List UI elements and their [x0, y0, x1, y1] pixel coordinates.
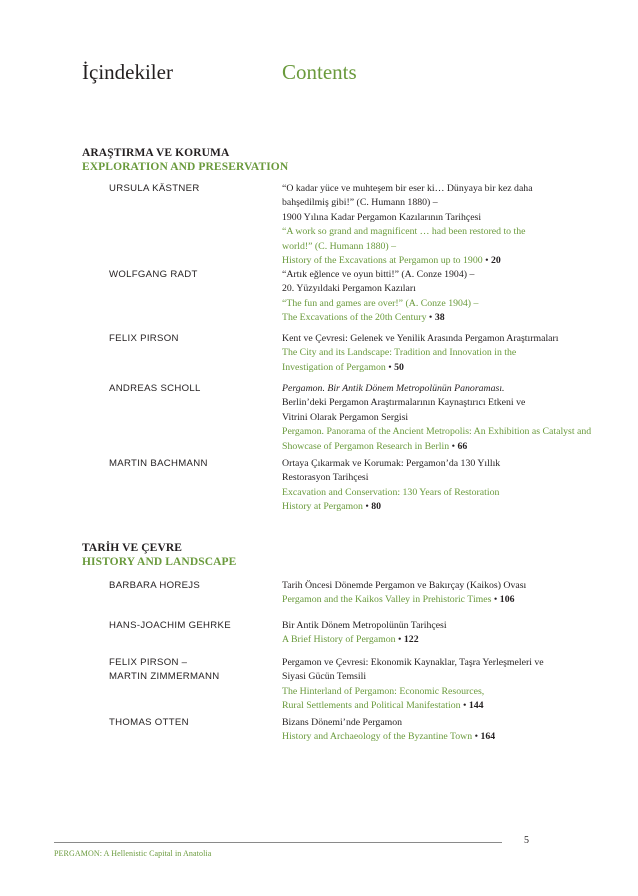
title-text: “A work so grand and magnificent … had been restored to the [282, 226, 526, 238]
title-line-turkish [282, 619, 602, 633]
footer-divider [54, 842, 502, 843]
title-text: Berlin’deki Pergamon Araştırmalarının Kaynaştırıcı Etkeni ve [282, 397, 526, 409]
author-name: MARTIN ZIMMERMANN [109, 671, 220, 682]
title-text: Ortaya Çıkarmak ve Korumak: Pergamon’da 130 Yıllık [282, 458, 501, 469]
title-text: Showcase of Pergamon Research in Berlin [282, 440, 450, 452]
author-name: HANS-JOACHIM GEHRKE [109, 620, 231, 631]
title-line-turkish [282, 211, 602, 225]
page-title-turkish: İçindekiler [82, 60, 173, 84]
title-line-turkish [282, 579, 602, 593]
entry-titles [282, 182, 602, 268]
entry-page-number: 106 [499, 594, 515, 606]
entry-author [109, 332, 179, 346]
title-line-turkish [282, 332, 602, 346]
title-text: History at Pergamon [282, 501, 363, 513]
entry-page-number: 20 [490, 255, 501, 267]
bullet-separator: • [451, 440, 456, 452]
author-name: FELIX PIRSON – [109, 657, 188, 668]
title-text: Rural Settlements and Political Manifestation [282, 700, 461, 712]
title-text: Pergamon ve Çevresi: Ekonomik Kaynaklar, Taşra Yerleşmeleri ve [282, 657, 544, 668]
title-line-english [282, 593, 602, 607]
title-line-english [282, 730, 602, 744]
entry-titles [282, 619, 602, 648]
entry-titles [282, 457, 602, 515]
title-text: Pergamon. Panorama of the Ancient Metropolis: An Exhibition as Catalyst and [282, 426, 592, 438]
title-line-english [282, 486, 602, 500]
title-text: bahşedilmiş gibi!” (C. Humann 1880) – [282, 197, 438, 209]
section-heading [82, 146, 288, 174]
title-line-turkish [282, 282, 602, 296]
title-line-english [282, 699, 602, 713]
entry-author [109, 268, 198, 282]
title-text: Kent ve Çevresi: Gelenek ve Yenilik Arasında Pergamon Araştırmaları [282, 333, 559, 344]
entry-author [109, 656, 219, 684]
title-text: Bizans Dönemi’nde Pergamon [282, 717, 403, 728]
title-line-english [282, 225, 602, 239]
title-text: Pergamon. Bir Antik Dönem Metropolünün Panoraması. [282, 383, 505, 394]
title-line-english [282, 440, 602, 454]
section-heading [82, 541, 236, 569]
title-line-english [282, 311, 602, 325]
title-text: History of the Excavations at Pergamon up to 1900 [282, 255, 483, 267]
section-heading-english: HISTORY AND LANDSCAPE [82, 556, 237, 568]
title-line-turkish [282, 716, 602, 730]
title-text: “Artık eğlence ve oyun bitti!” (A. Conze 1904) – [282, 269, 475, 280]
entry-page-number: 122 [403, 634, 419, 646]
title-text: The Excavations of the 20th Century [282, 312, 427, 324]
title-line-turkish [282, 396, 602, 410]
title-line-turkish [282, 457, 602, 471]
title-text: Pergamon and the Kaikos Valley in Prehistoric Times [282, 594, 492, 606]
bullet-separator: • [398, 634, 402, 646]
title-line-turkish [282, 268, 602, 282]
section-heading-turkish: TARİH VE ÇEVRE [82, 542, 183, 554]
author-name: MARTIN BACHMANN [109, 458, 208, 469]
author-name: BARBARA HOREJS [109, 580, 201, 591]
title-line-turkish [282, 411, 602, 425]
section-heading-english: EXPLORATION AND PRESERVATION [82, 161, 289, 173]
title-line-english [282, 346, 602, 360]
bullet-separator: • [462, 700, 467, 712]
title-line-turkish [282, 196, 602, 210]
entry-page-number: 164 [480, 731, 496, 743]
entry-author [109, 619, 231, 633]
entry-author [109, 182, 200, 196]
bullet-separator: • [428, 312, 433, 324]
entry-titles [282, 268, 602, 326]
title-line-english [282, 254, 602, 268]
entry-author [109, 457, 208, 471]
entry-titles [282, 332, 602, 375]
section-heading-turkish: ARAŞTIRMA VE KORUMA [82, 147, 230, 159]
title-line-turkish [282, 382, 602, 396]
title-text: Vitrini Olarak Pergamon Sergisi [282, 411, 409, 423]
title-text: 20. Yüzyıldaki Pergamon Kazıları [282, 283, 416, 295]
title-line-english [282, 425, 602, 439]
entry-author [109, 579, 200, 593]
entry-page-number: 38 [434, 312, 445, 324]
title-line-english [282, 361, 602, 375]
entry-page-number: 66 [457, 440, 468, 452]
title-line-turkish [282, 182, 602, 196]
author-name: THOMAS OTTEN [109, 717, 189, 728]
entry-author [109, 716, 189, 730]
entry-page-number: 144 [468, 700, 484, 712]
title-text: A Brief History of Pergamon [282, 634, 396, 646]
title-text: Restorasyon Tarihçesi [282, 472, 369, 484]
title-line-english [282, 633, 602, 647]
title-text: The City and its Landscape: Tradition and Innovation in the [282, 347, 517, 359]
entry-page-number: 50 [394, 361, 404, 373]
page-title-english: Contents [282, 60, 357, 84]
title-text: Tarih Öncesi Dönemde Pergamon ve Bakırçay (Kaikos) Ovası [282, 580, 527, 591]
entry-titles [282, 382, 602, 454]
entry-titles [282, 579, 602, 608]
entry-author [109, 382, 201, 396]
title-line-english [282, 685, 602, 699]
bullet-separator: • [365, 501, 369, 513]
title-text: 1900 Yılına Kadar Pergamon Kazılarının Tarihçesi [282, 211, 482, 223]
author-name: WOLFGANG RADT [109, 269, 198, 280]
footer-book-title: PERGAMON: A Hellenistic Capital in Anatolia [54, 849, 212, 858]
bullet-separator: • [474, 731, 479, 743]
title-line-turkish [282, 471, 602, 485]
title-text: History and Archaeology of the Byzantine Town [282, 731, 473, 743]
title-line-turkish [282, 656, 602, 670]
title-text: Bir Antik Dönem Metropolünün Tarihçesi [282, 620, 447, 631]
entry-titles [282, 716, 602, 745]
title-text: Siyasi Gücün Temsili [282, 671, 367, 683]
author-name: URSULA KÄSTNER [109, 183, 200, 194]
title-text: “The fun and games are over!” (A. Conze 1904) – [282, 297, 479, 309]
title-text: The Hinterland of Pergamon: Economic Resources, [282, 685, 485, 697]
title-line-english [282, 240, 602, 254]
title-line-english [282, 500, 602, 514]
author-name: FELIX PIRSON [109, 333, 179, 344]
bullet-separator: • [388, 361, 392, 373]
title-line-english [282, 297, 602, 311]
author-name: ANDREAS SCHOLL [109, 383, 201, 394]
title-text: Investigation of Pergamon [282, 361, 386, 373]
title-text: world!” (C. Humann 1880) – [282, 240, 397, 252]
title-line-turkish [282, 670, 602, 684]
bullet-separator: • [485, 255, 489, 267]
title-text: “O kadar yüce ve muhteşem bir eser ki… Dünyaya bir kez daha [282, 183, 533, 194]
entry-titles [282, 656, 602, 714]
page-number: 5 [524, 835, 529, 846]
title-text: Excavation and Conservation: 130 Years of Restoration [282, 486, 500, 498]
entry-page-number: 80 [371, 501, 382, 513]
bullet-separator: • [493, 594, 498, 606]
